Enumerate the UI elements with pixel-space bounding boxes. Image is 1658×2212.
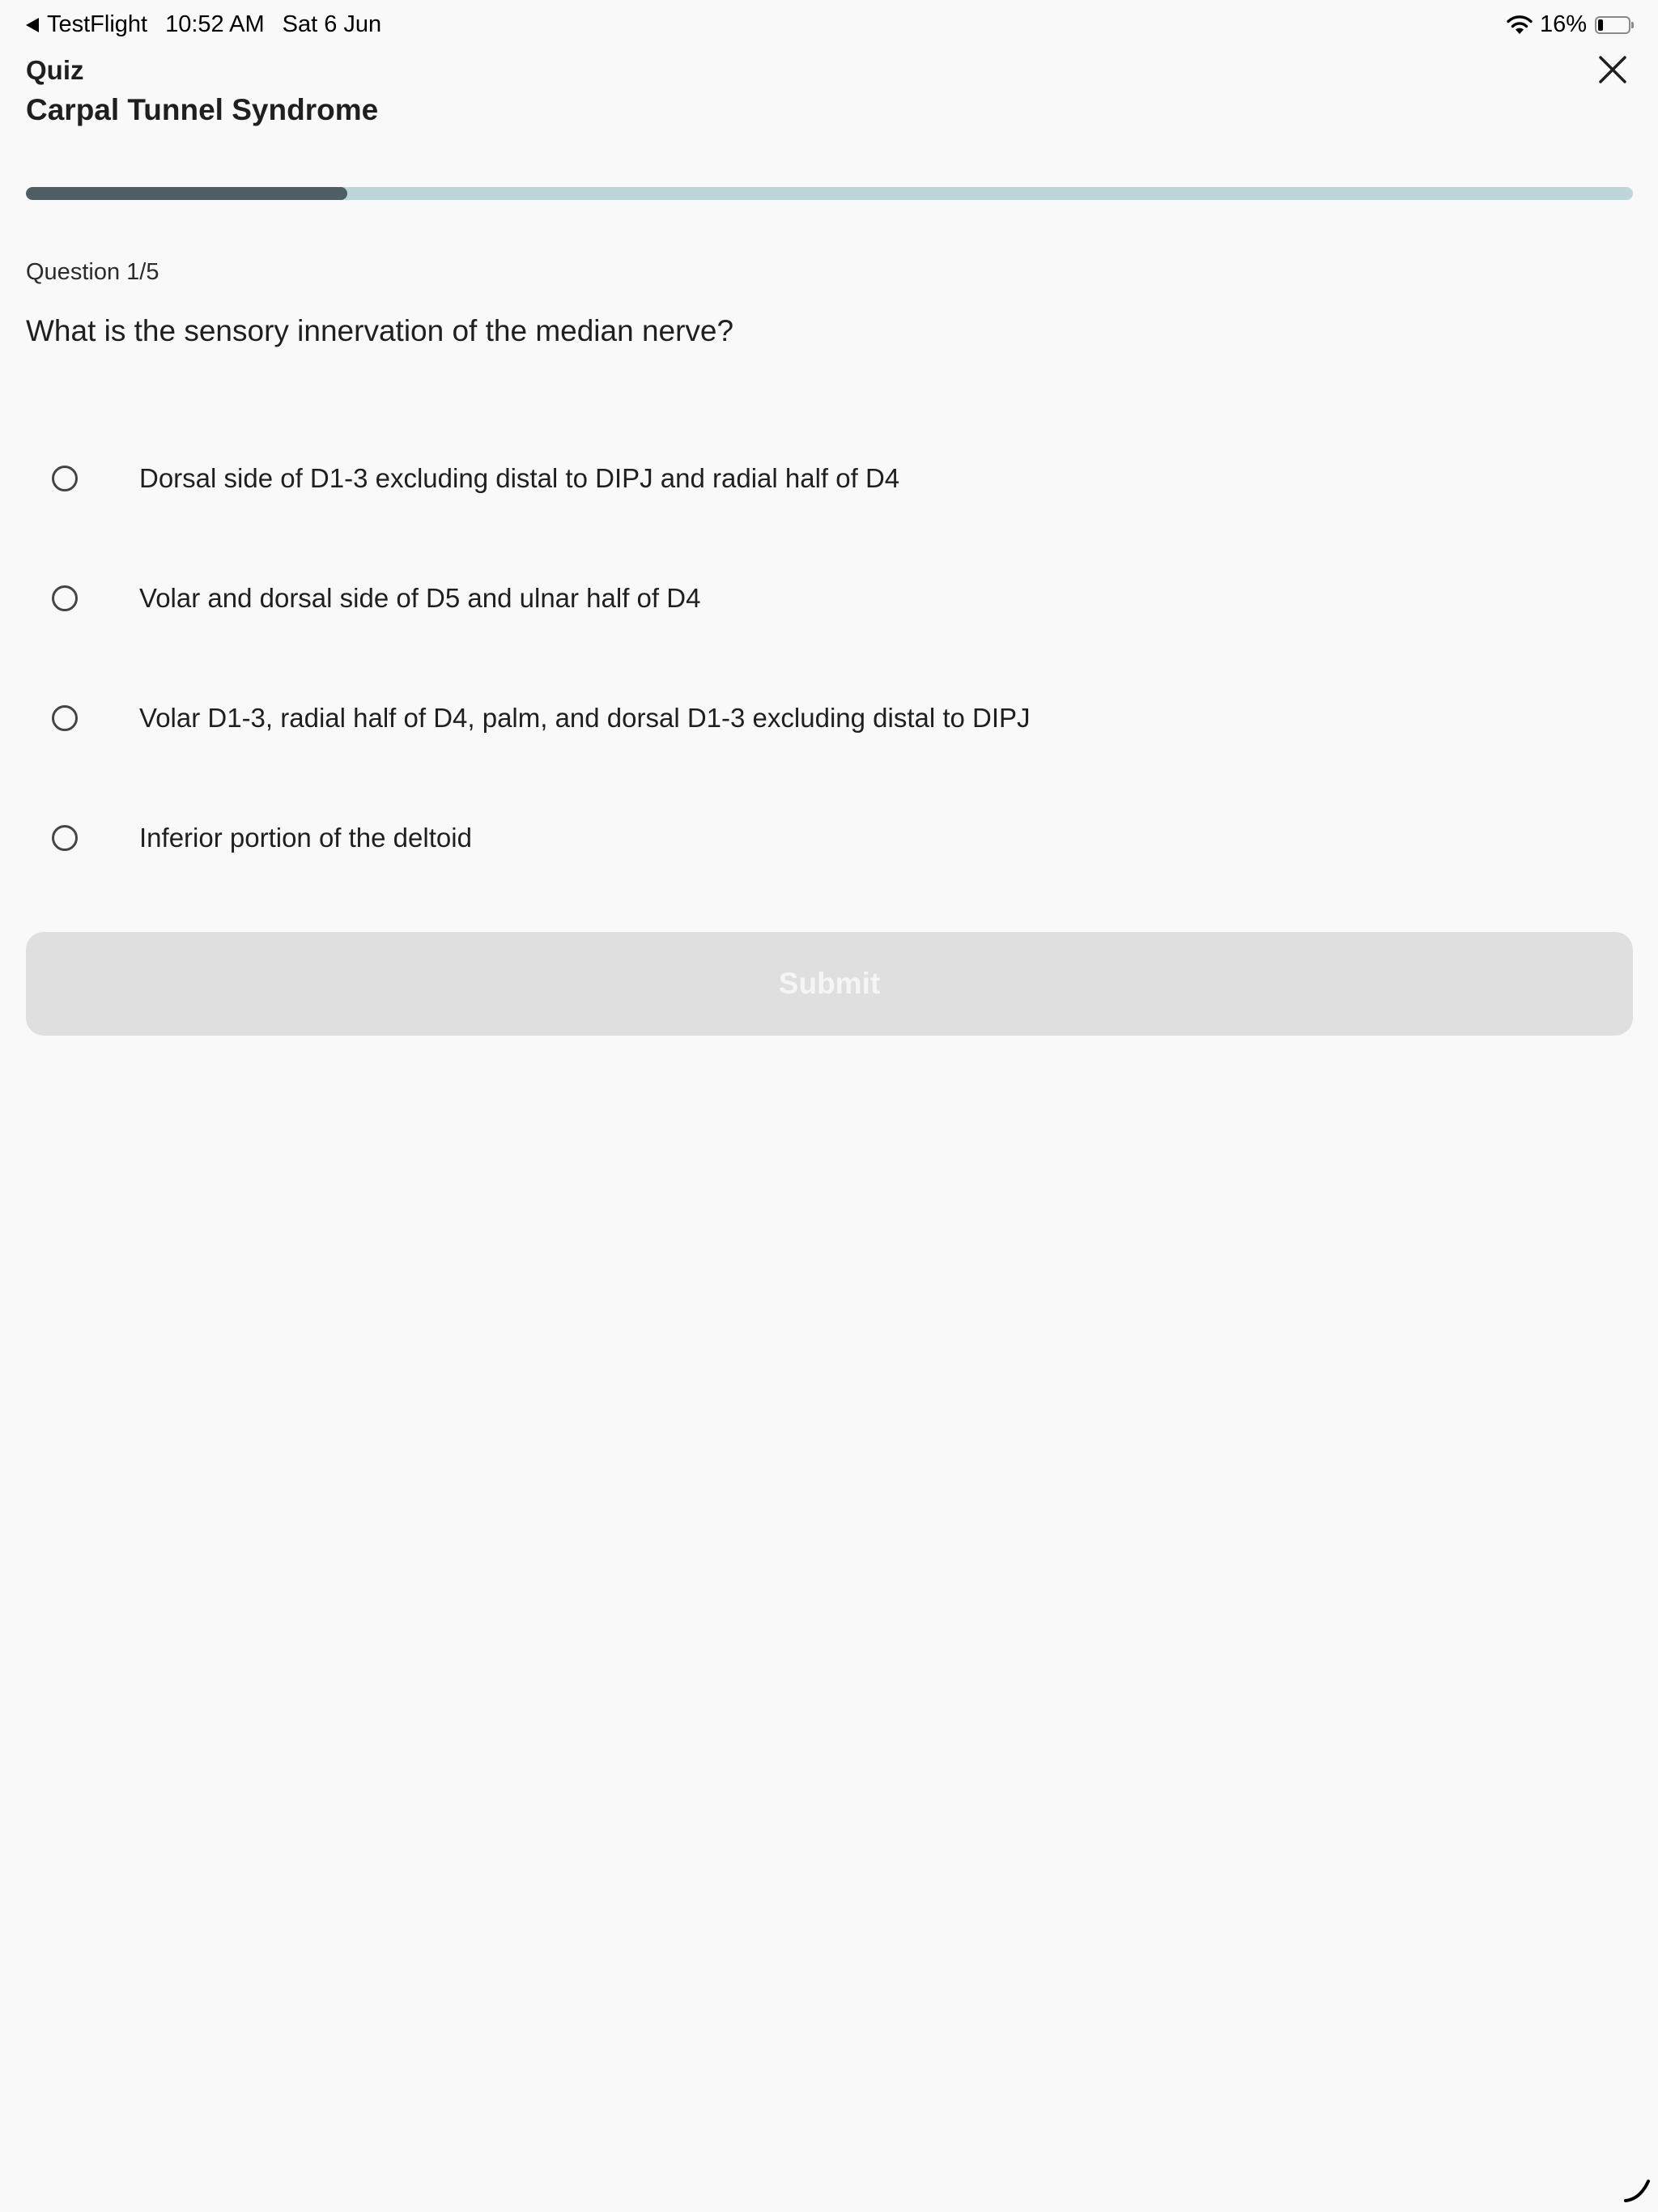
back-arrow-icon[interactable]: [26, 18, 39, 32]
section-label: Quiz: [26, 55, 84, 85]
answer-option-1[interactable]: [26, 421, 1633, 541]
radio-button-icon[interactable]: [52, 585, 78, 611]
wifi-icon: [1506, 15, 1533, 36]
status-left: [26, 11, 381, 38]
status-time: 10:52 AM: [165, 11, 265, 37]
quiz-progress-bar: [26, 187, 1633, 200]
page-title: Carpal Tunnel Syndrome: [26, 93, 379, 126]
battery-percent: 16%: [1539, 11, 1587, 37]
close-icon: [1593, 50, 1632, 89]
status-right: [1506, 11, 1634, 38]
answer-option-4[interactable]: [26, 781, 1633, 900]
answer-option-label: Dorsal side of D1-3 excluding distal to DIPJ and radial half of D4: [139, 463, 900, 493]
back-to-app-link[interactable]: TestFlight: [47, 11, 148, 37]
status-date: Sat 6 Jun: [282, 11, 382, 37]
answer-option-label: Volar and dorsal side of D5 and ulnar half of D4: [139, 583, 701, 613]
question-counter: Question 1/5: [26, 259, 159, 285]
radio-button-icon[interactable]: [52, 825, 78, 851]
corner-curve-icon: [1622, 2175, 1652, 2204]
submit-button[interactable]: Submit: [26, 932, 1633, 1036]
answer-option-label: Inferior portion of the deltoid: [139, 823, 472, 853]
status-bar: [0, 0, 1658, 49]
quiz-progress-fill: [26, 187, 347, 200]
battery-fill: [1598, 19, 1603, 31]
battery-cap: [1631, 22, 1634, 28]
close-button[interactable]: [1593, 50, 1632, 89]
answer-option-label: Volar D1-3, radial half of D4, palm, and dorsal D1-3 excluding distal to DIPJ: [139, 703, 1031, 733]
answer-option-3[interactable]: [26, 661, 1633, 781]
radio-button-icon[interactable]: [52, 466, 78, 491]
answer-options: [26, 421, 1633, 900]
question-text: What is the sensory innervation of the median nerve?: [26, 314, 734, 347]
radio-button-icon[interactable]: [52, 705, 78, 731]
battery-icon: [1595, 16, 1634, 34]
answer-option-2[interactable]: [26, 541, 1633, 661]
